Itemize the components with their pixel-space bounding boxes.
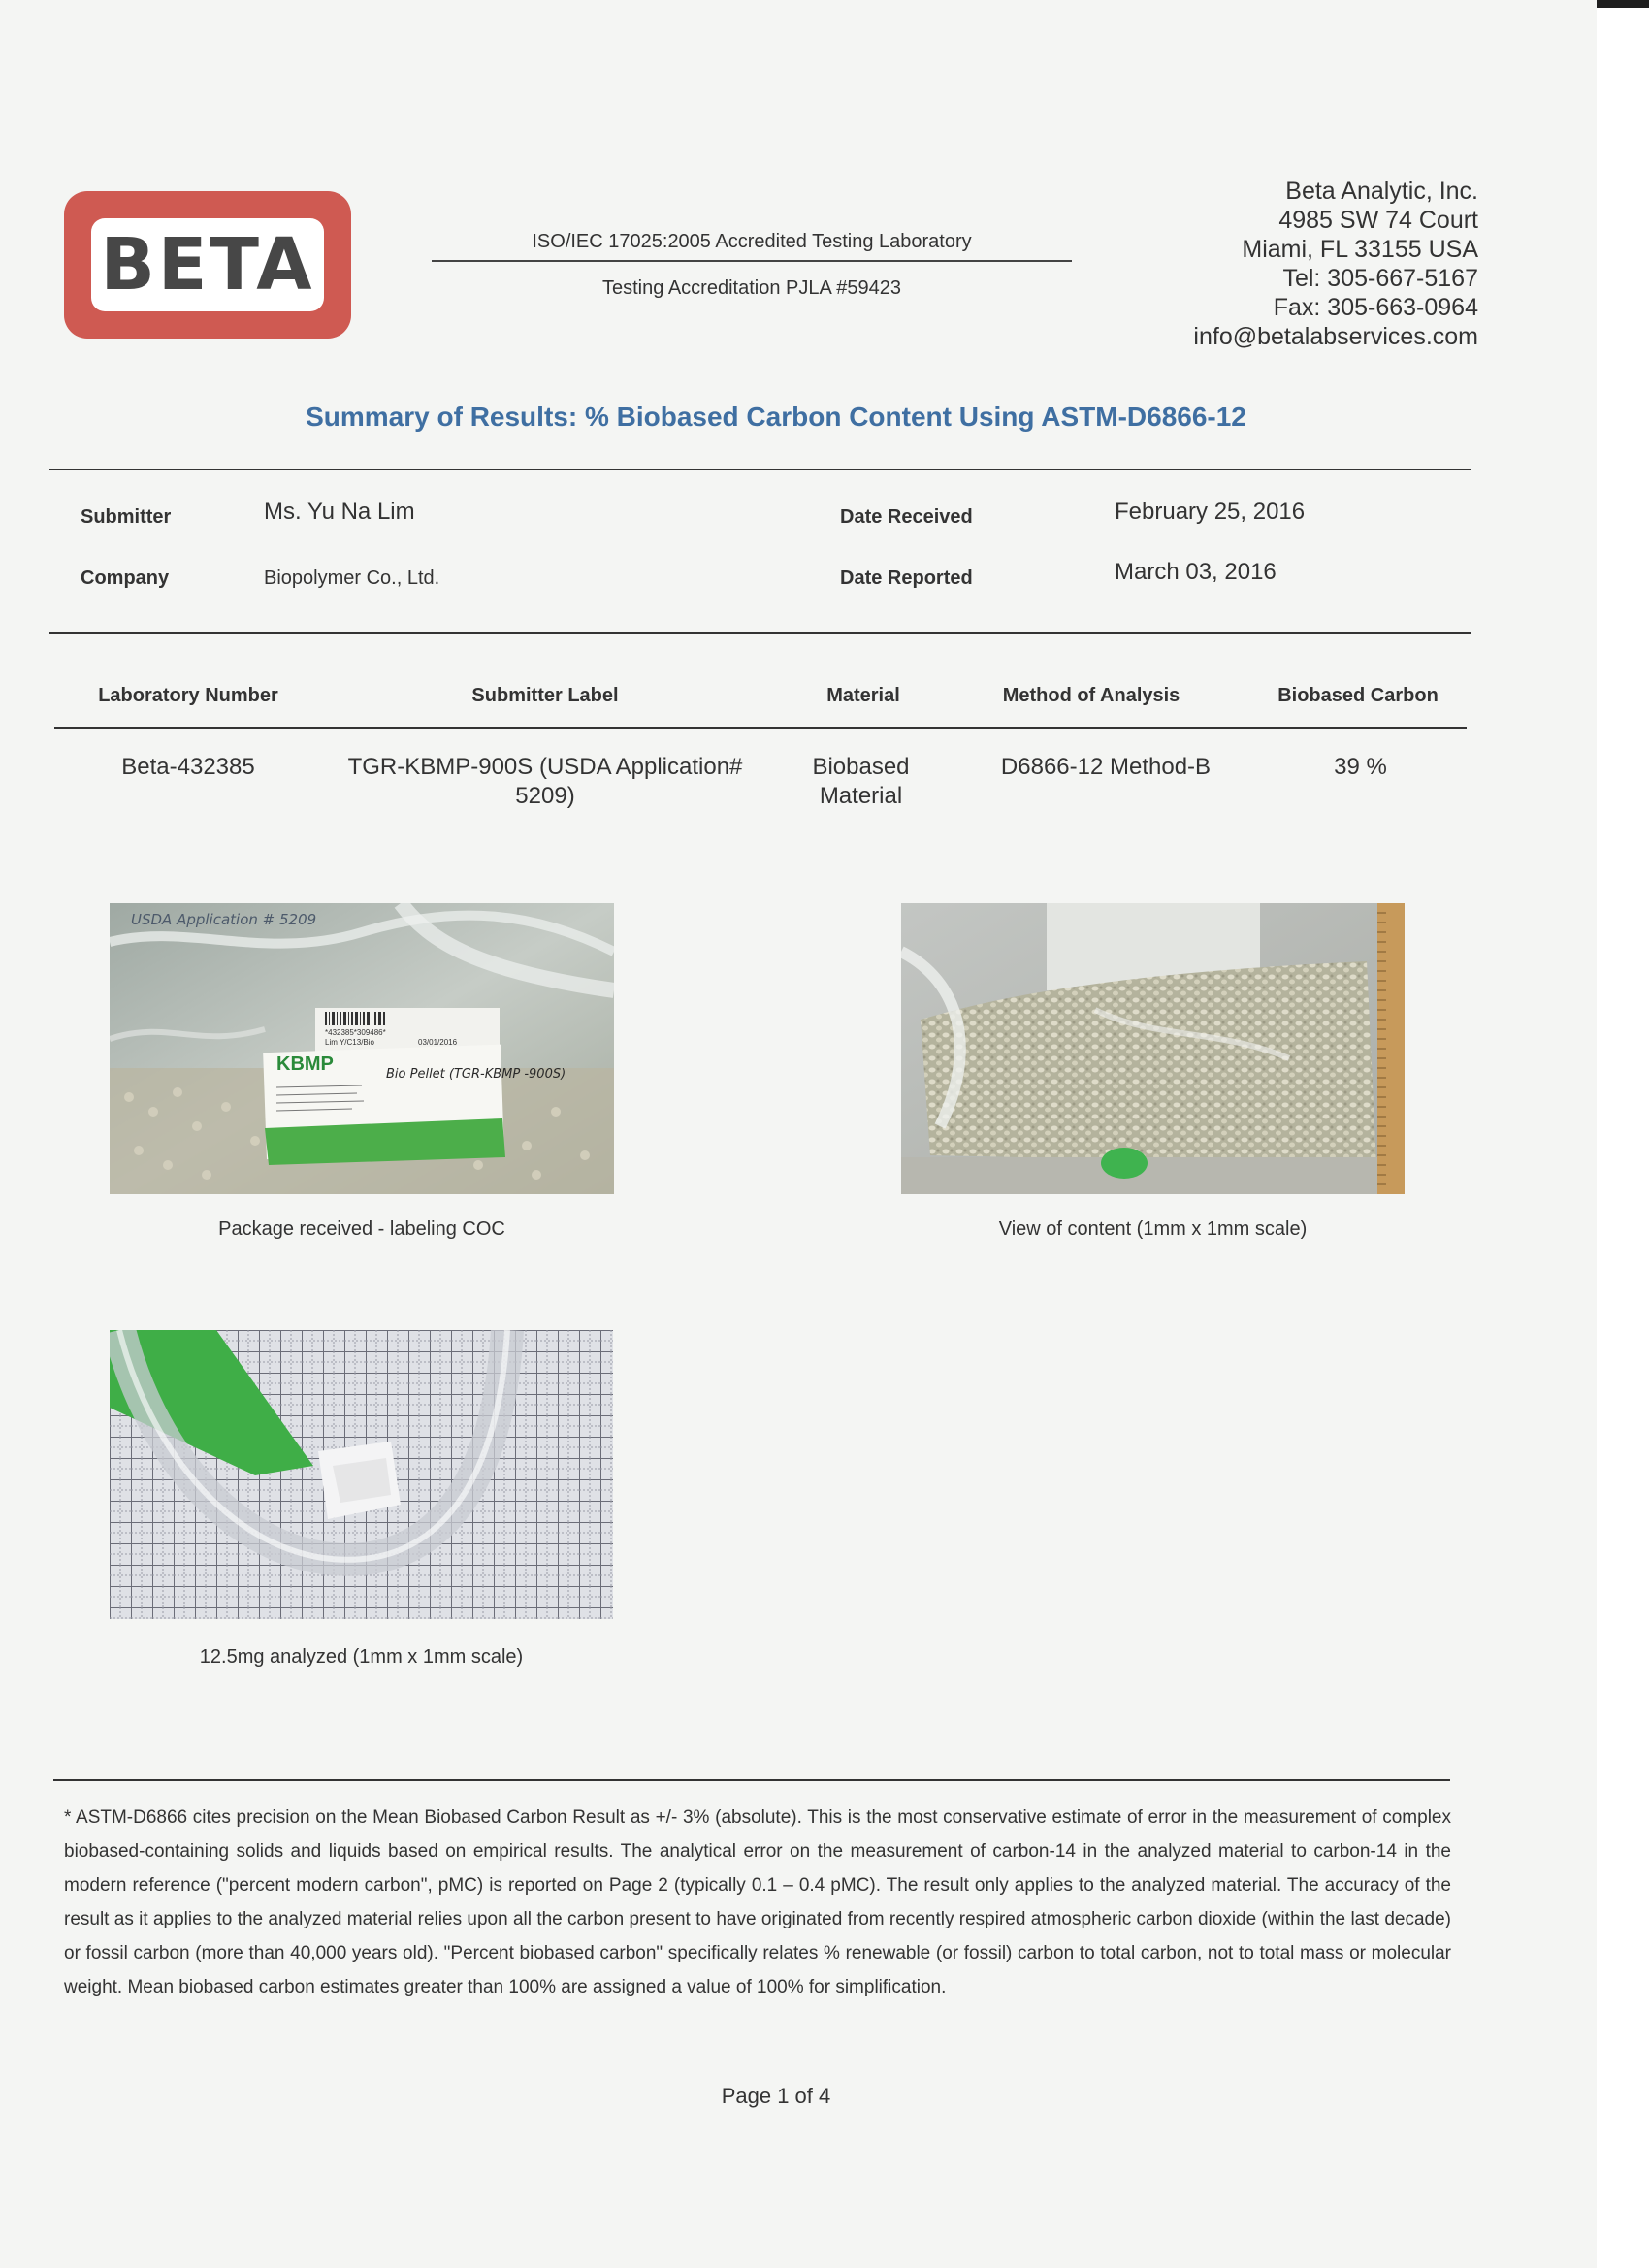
date-received-value: February 25, 2016: [1115, 499, 1306, 525]
company-address: [1193, 177, 1478, 351]
cell-method: D6866-12 Method-B: [1000, 754, 1212, 780]
page-edge-bar: [1597, 0, 1649, 8]
address-fax: Fax: 305-663-0964: [1273, 294, 1478, 321]
photo-view-of-content: [901, 903, 1405, 1194]
cell-biobased-carbon: 39 %: [1334, 754, 1387, 780]
cell-lab-number: Beta-432385: [121, 754, 255, 780]
footnote-text: * ASTM-D6866 cites precision on the Mean Biobased Carbon Result as +/- 3% (absolute). This is the most conservative estimate of error in the measurement of complex biobased-containing solids and liquids based on empirical results. The analytical error on the measurement of carbon-14 in the analyzed material to carbon-14 in the modern reference ("percent modern carbon", pMC) is reported on Page 2 (typically 0.1 – 0.4 pMC). The result only applies to the analyzed material. The accuracy of the result as it applies to the analyzed material relies upon all the carbon present to have originated from recently respired atmospheric carbon dioxide (within the last decade) or fossil carbon (more than 40,000 years old). "Percent biobased carbon" specifically relates % renewable (or fossil) carbon to total carbon, not to total mass or molecular weight. Mean biobased carbon estimates greater than 100% are assigned a value of 100% for simplification.: [64, 1807, 1451, 1997]
address-city: Miami, FL 33155 USA: [1242, 236, 1478, 263]
address-street: 4985 SW 74 Court: [1278, 207, 1478, 234]
submitter-label: Submitter: [81, 506, 172, 528]
beta-logo-text: BETA: [100, 223, 315, 307]
th-laboratory-number: Laboratory Number: [98, 685, 278, 706]
card-number: *432385*309486*: [325, 1028, 386, 1037]
accreditation-line-2: Testing Accreditation PJLA #59423: [602, 277, 901, 299]
summary-title: Summary of Results: % Biobased Carbon Content Using ASTM-D6866-12: [306, 402, 1246, 432]
divider-table-header: [54, 727, 1467, 729]
th-biobased-carbon: Biobased Carbon: [1277, 685, 1439, 706]
photo-handwriting: USDA Application # 5209: [131, 911, 317, 928]
caption-analyzed-sample: 12.5mg analyzed (1mm x 1mm scale): [199, 1646, 524, 1668]
company-value: Biopolymer Co., Ltd.: [264, 567, 440, 589]
accreditation-divider: [432, 260, 1072, 262]
cell-material: Biobased Material: [812, 754, 910, 809]
caption-package-received: Package received - labeling COC: [218, 1218, 505, 1240]
th-material: Material: [826, 685, 900, 706]
page-edge: [1597, 0, 1649, 2268]
caption-view-of-content: View of content (1mm x 1mm scale): [998, 1218, 1308, 1240]
card-brand: KBMP: [276, 1053, 334, 1075]
divider-footnote: [53, 1779, 1450, 1781]
date-received-label: Date Received: [840, 506, 973, 528]
beta-logo-inner: [91, 218, 324, 311]
date-reported-value: March 03, 2016: [1115, 559, 1277, 585]
th-submitter-label: Submitter Label: [471, 685, 619, 706]
accreditation-line-1: ISO/IEC 17025:2005 Accredited Testing Laboratory: [532, 231, 972, 252]
beta-logo: [64, 191, 351, 339]
divider-info: [48, 632, 1471, 634]
cell-submitter-label: TGR-KBMP-900S (USDA Application# 5209): [347, 754, 743, 809]
address-company: Beta Analytic, Inc.: [1285, 178, 1478, 205]
photo-analyzed-sample: [110, 1330, 613, 1619]
card-handwriting: Bio Pellet (TGR-KBMP -900S): [386, 1067, 566, 1082]
address-email: info@betalabservices.com: [1193, 323, 1478, 350]
company-label: Company: [81, 567, 170, 589]
date-reported-label: Date Reported: [840, 567, 973, 589]
page-number: Page 1 of 4: [721, 2084, 831, 2108]
address-tel: Tel: 305-667-5167: [1282, 265, 1478, 292]
submitter-value: Ms. Yu Na Lim: [264, 499, 415, 525]
card-date: 03/01/2016: [418, 1038, 458, 1047]
divider-top: [48, 469, 1471, 470]
th-method: Method of Analysis: [1002, 685, 1180, 706]
card-line: Lim Y/C13/Bio: [325, 1038, 374, 1047]
photo-package-received: [110, 903, 614, 1194]
